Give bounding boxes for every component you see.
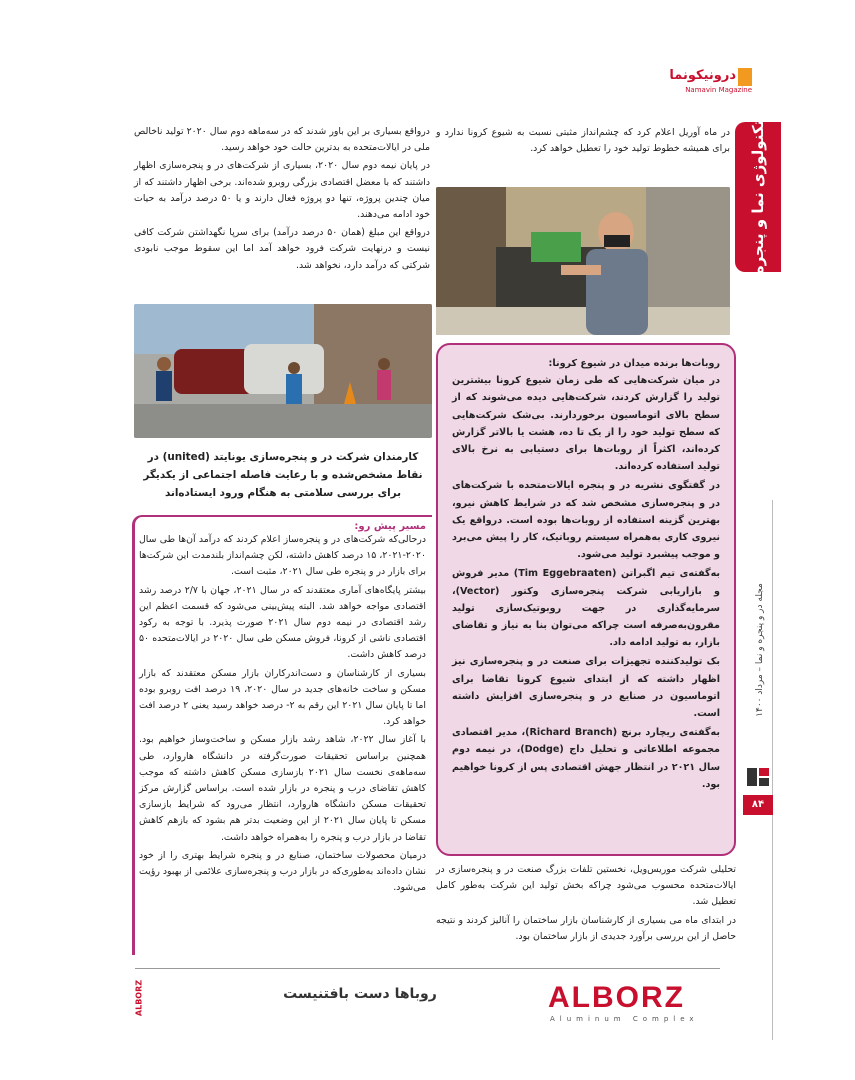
alborz-logo-sub: Aluminum Complex	[550, 1015, 699, 1023]
employees-photo	[134, 304, 432, 438]
left-top-p1: درواقع بسیاری بر این باور شدند که در سه‌ماهه دوم سال ۲۰۲۰ تولید ناخالص ملی در ایالات‌متحده به بدترین حالت خود خواهد رسید.	[134, 126, 430, 154]
worker-photo	[436, 187, 730, 335]
magazine-sub: Namavin Magazine	[685, 86, 752, 94]
issue-label	[740, 540, 780, 760]
employees-photo-image	[134, 304, 432, 438]
box-paragraph-3: به‌گفته‌ی تیم اگبراتن (Tim Eggebraaten) مدیر فروش و بازاریابی شرکت پنجره‌سازی وکتور (Vector)، سرمایه‌گذاری در جهت روبوتیک‌سازی تولید مقرون‌به‌صرفه است چراکه می‌توان بنا به نیاز و تقاضای بازار، به تولید ادامه داد.	[452, 568, 721, 649]
left-top-p3: درواقع این مبلغ (همان ۵۰ درصد درآمد) برای سرپا نگهداشتن شرکت کافی نیست و درنهایت شرکت فرود خواهد آمد اما این سقوط موجب نابودی شرکتی که درآمد دارد، نخواهد شد.	[134, 227, 430, 271]
magazine-logo	[632, 68, 752, 98]
vertical-logo-text: ALBORZ	[134, 979, 144, 1017]
footer-title: روباها دست بافتنیست	[283, 986, 437, 1002]
intro-paragraph: در ماه آوریل اعلام کرد که چشم‌انداز مثبتی نسبت به شیوع کرونا ندارد و برای همیشه خطوط تولید خود را تعطیل خواهد کرد.	[436, 127, 730, 155]
forecast-p4: با آغاز سال ۲۰۲۲، شاهد رشد بازار مسکن و ساخت‌وساز خواهیم بود. همچنین براساس تحقیقات صورت‌گرفته در دانشگاه هاروارد، طی سه‌ماهه‌ی نخست سال ۲۰۲۱ بازسازی مسکن کاهش داشته که موجب کاهش تقاضای درب و پنجره در بازار شده است. براساس گزارش مرکز تحقیقات مسکن دانشگاه هاروارد، انتظار می‌رود که شرایط بازسازی مسکن تا پایان سال ۲۰۲۱ از این وضعیت بدتر هم بشود که بازهم کاهش تقاضا در بازار درب و پنجره را به‌همراه خواهد داشت.	[139, 734, 427, 843]
forecast-p2: بیشتر پایگاه‌های آماری معتقدند که در سال ۲۰۲۱، جهان با ۲/۷ درصد رشد اقتصادی مواجه خواهد شد. البته پیش‌بینی می‌شود که قسمت اعظم این رشد اقتصادی در نیمه دوم سال ۲۰۲۱ صورت پذیرد. با توجه به رکود اقتصادی ناشی از کرونا، فروش مسکن طی سال ۲۰۲۰ در ایالات‌متحده ۵۰ درصد کاهش داشت.	[139, 584, 427, 661]
alborz-logo	[540, 975, 725, 1025]
forecast-section	[132, 515, 432, 955]
page-number: ۸۴	[743, 795, 773, 815]
photo-caption: کارمندان شرکت در و پنجره‌سازی یونایتد (united) در نقاط مشخص‌شده و با رعایت فاصله اجتماعی از یکدیگر برای بررسی سلامتی به هنگام ورود ایستاده‌اند	[143, 451, 423, 499]
robots-sidebar-box	[436, 343, 736, 856]
section-tab	[735, 119, 781, 275]
worker-photo-image	[436, 187, 730, 335]
forecast-p1: درحالی‌که شرکت‌های در و پنجره‌ساز اعلام کردند که درآمد آن‌ها طی سال ۲۰۲۰-۲۰۲۱، ۱۵ درصد کاهش داشته، لکن چشم‌انداز بلندمدت این شرکت‌ها برای بازار در و پنجره طی سال ۲۰۲۱، مثبت است.	[139, 534, 426, 578]
vertical-alborz-logo	[133, 975, 145, 1021]
alborz-logo-text: ALBORZ	[548, 981, 685, 1014]
forecast-p5: درمیان محصولات ساختمان، صنایع در و پنجره شرایط بهتری را از خود نشان داده‌اند به‌طوری‌که در بازار درب و پنجره‌سازی علائمی از بهبود رؤیت می‌شود.	[139, 849, 426, 894]
left-top-text	[134, 124, 430, 276]
section-title: تکنولوژی نما و پنجره	[749, 119, 767, 275]
box-paragraph-2: در گفتگوی نشریه در و پنجره ایالات‌متحده با شرکت‌های در و پنجره‌سازی مشخص شد که در شرایط کاهش نیرو، بهترین گزینه استفاده از روبات‌ها بوده است. درواقع یک نیروی کاری به‌همراه سیستم روباتیک، کار را پیش می‌برد و موجب پیشبرد تولید می‌شود.	[452, 480, 720, 561]
left-top-p2: در پایان نیمه دوم سال ۲۰۲۰، بسیاری از شرکت‌های در و پنجره‌سازی اظهار داشتند که با معضل اقتصادی بزرگی روبرو شده‌اند. برخی اظهار داشتند که از میان چندین پروژه، تنها دو پروژه فعال دارند و یا ۵۰ درصد درآمد به حیات خود ادامه می‌دهند.	[134, 160, 430, 221]
magazine-logo-text: درونیکونما	[669, 68, 736, 83]
right-bottom-text	[436, 862, 736, 947]
box-paragraph-5: به‌گفته‌ی ریچارد برنچ (Richard Branch)، مدیر اقتصادی مجموعه اطلاعاتی و تحلیل داج (Dodge)، در نیمه دوم سال ۲۰۲۱ در انتظار جهش اقتصادی پس از کرونا خواهیم بود.	[452, 727, 721, 790]
box-title: روبات‌ها برنده میدان در شیوع کرونا:	[548, 358, 720, 369]
footer-divider	[135, 968, 720, 969]
right-bottom-p1: تحلیلی شرکت موریس‌ویل، نخستین تلفات بزرگ صنعت در و پنجره‌سازی در ایالات‌متحده محسوب می‌شود چراکه بخش تولید این شرکت به‌طور کامل تعطیل شد.	[436, 864, 736, 908]
box-paragraph-4: بک تولیدکننده تجهیزات برای صنعت در و پنجره‌سازی نیز اظهار داشته که از ابتدای شیوع کرونا تقاضا برای اتوماسیون در صنایع در و پنجره‌سازی افزایش داشته است.	[452, 656, 720, 720]
forecast-p3: بسیاری از کارشناسان و دست‌اندرکاران بازار مسکن معتقدند که بازار مسکن و ساخت خانه‌های جدید در سال ۲۰۲۰، ۱۹ درصد افت روبرو بوده اما تا پایان سال ۲۰۲۱ این رقم به ۲- درصد خواهد رسید یعنی ۲ درصد افت خواهد کرد.	[139, 667, 426, 728]
window-icon	[745, 764, 771, 790]
forecast-title: مسیر پیش رو:	[354, 521, 426, 532]
logo-mark	[738, 68, 752, 86]
box-paragraph-1: در میان شرکت‌هایی که طی زمان شیوع کرونا بیشترین تولید را گزارش کردند، شرکت‌هایی دیده می‌شوند که از سطح بالای اتوماسیون برخوردارند. بی‌شک شرکت‌هایی که سطح تولید خود را از یک تا ده، هشت یا بالاتر گزارش کرده‌اند، اکثراً از روبات‌ها برای دستیابی به نرخ بالای تولید استفاده کرده‌اند.	[452, 375, 720, 473]
issue-text: مجله در و پنجره و نما – مرداد ۱۴۰۰	[755, 583, 765, 717]
right-bottom-p2: در ابتدای ماه می بسیاری از کارشناسان بازار ساختمان را آنالیز کردند و نتیجه حاصل از این بررسی برآورد جدیدی از بازار ساختمان بود.	[436, 914, 736, 942]
